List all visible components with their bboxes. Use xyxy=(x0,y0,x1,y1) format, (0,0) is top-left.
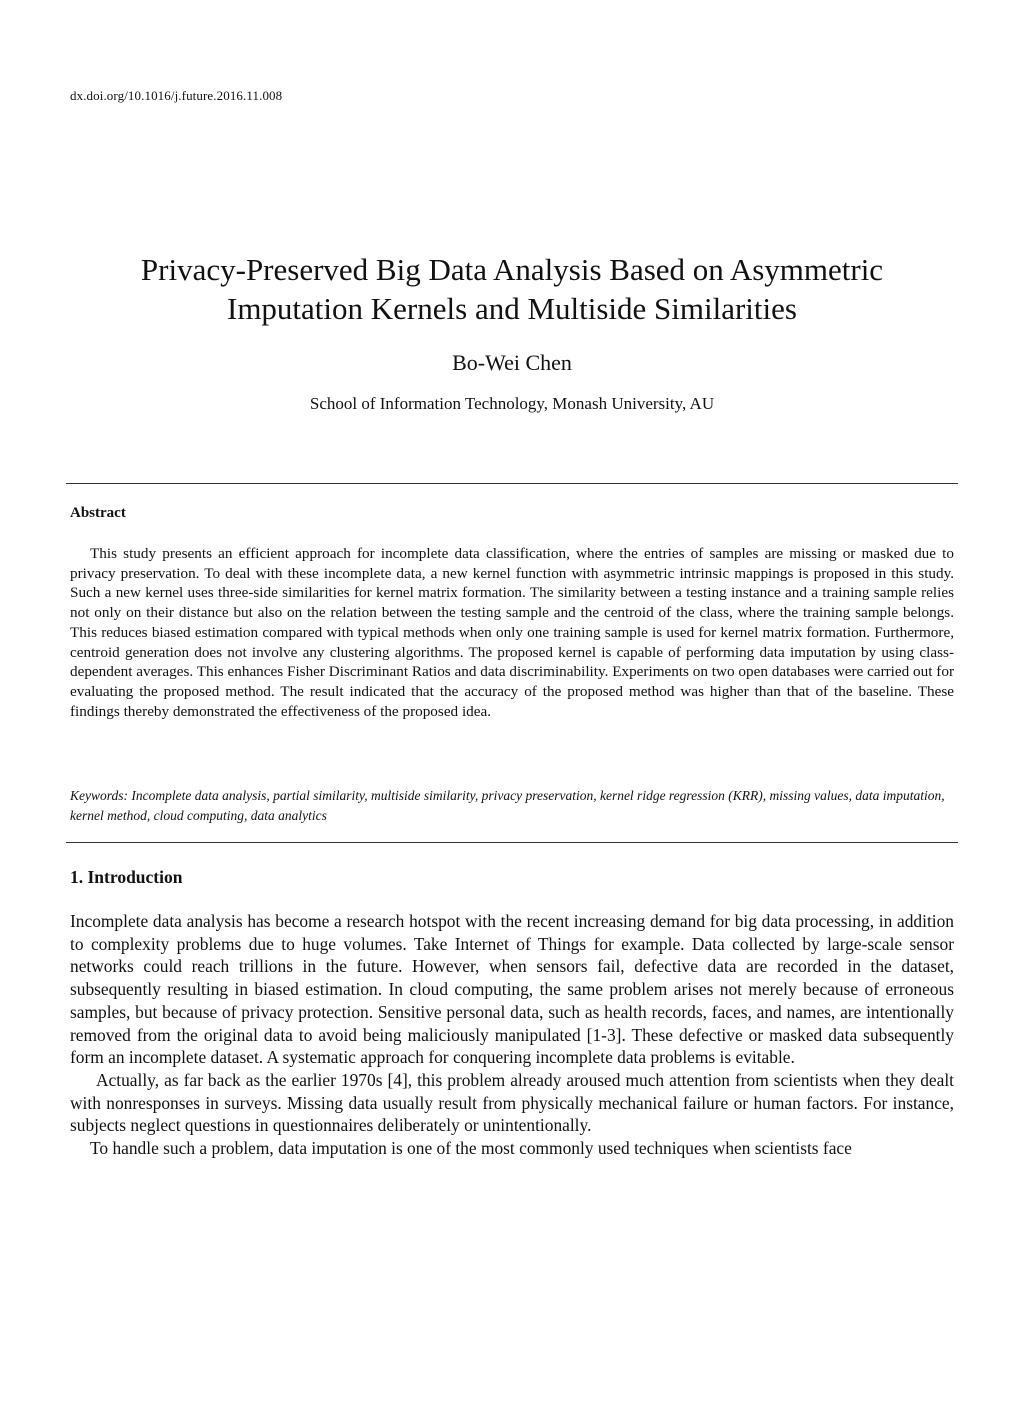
author-name: Bo-Wei Chen xyxy=(452,350,572,375)
keywords: Keywords: Incomplete data analysis, partial similarity, multiside similarity, privacy preservation, kernel ridge regression (KRR), missing values, data imputation, kernel method, cloud computing, data analytics xyxy=(70,788,945,823)
doi-link[interactable]: dx.doi.org/10.1016/j.future.2016.11.008 xyxy=(70,88,283,103)
abstract-bottom-divider xyxy=(66,842,958,843)
abstract-text: This study presents an efficient approach for incomplete data classification, where the entries of samples are missing or masked due to privacy preservation. To deal with these incomplete data, a new kernel function with asymmetric intrinsic mappings is proposed in this study. Such a new kernel uses three-side similarities for kernel matrix formation. The similarity between a testing instance and a training sample relies not only on their distance but also on the relation between the testing sample and the centroid of the class, where the training sample belongs. This reduces biased estimation compared with typical methods when only one training sample is used for kernel matrix formation. Furthermore, centroid generation does not involve any clustering algorithms. The proposed kernel is capable of performing data imputation by using class-dependent averages. This enhances Fisher Discriminant Ratios and data discriminability. Experiments on two open databases were carried out for evaluating the proposed method. The result indicated that the accuracy of the proposed method was higher than that of the baseline. These findings thereby demonstrated the effectiveness of the proposed idea. xyxy=(70,545,954,720)
title-line-2: Imputation Kernels and Multiside Similarities xyxy=(227,291,797,326)
intro-paragraph: Actually, as far back as the earlier 1970s [4], this problem already aroused much attention from scientists when they dealt with nonresponses in surveys. Missing data usually result from physically mechanical failure or human factors. For instance, subjects neglect questions in questionnaires deliberately or unintentionally. xyxy=(70,1069,954,1136)
introduction-body xyxy=(70,910,954,1160)
section-heading-introduction: 1. Introduction xyxy=(70,867,183,887)
abstract-heading: Abstract xyxy=(70,505,126,521)
intro-paragraph: Incomplete data analysis has become a research hotspot with the recent increasing demand for big data processing, in addition to complexity problems due to huge volumes. Take Internet of Things for example. Data collected by large-scale sensor networks could reach trillions in the future. However, when sensors fail, defective data are recorded in the dataset, subsequently resulting in biased estimation. In cloud computing, the same problem arises not merely because of erroneous samples, but because of privacy protection. Sensitive personal data, such as health records, faces, and names, are intentionally removed from the original data to avoid being maliciously manipulated [1-3]. These defective or masked data subsequently form an incomplete dataset. A systematic approach for conquering incomplete data problems is evitable. xyxy=(70,911,954,1068)
abstract-top-divider xyxy=(66,483,958,484)
intro-paragraph: To handle such a problem, data imputation is one of the most commonly used techniques when scientists face xyxy=(90,1138,852,1159)
paper-title xyxy=(60,250,964,328)
author-affiliation: School of Information Technology, Monash University, AU xyxy=(309,394,715,413)
title-line-1: Privacy-Preserved Big Data Analysis Based on Asymmetric xyxy=(140,252,884,287)
